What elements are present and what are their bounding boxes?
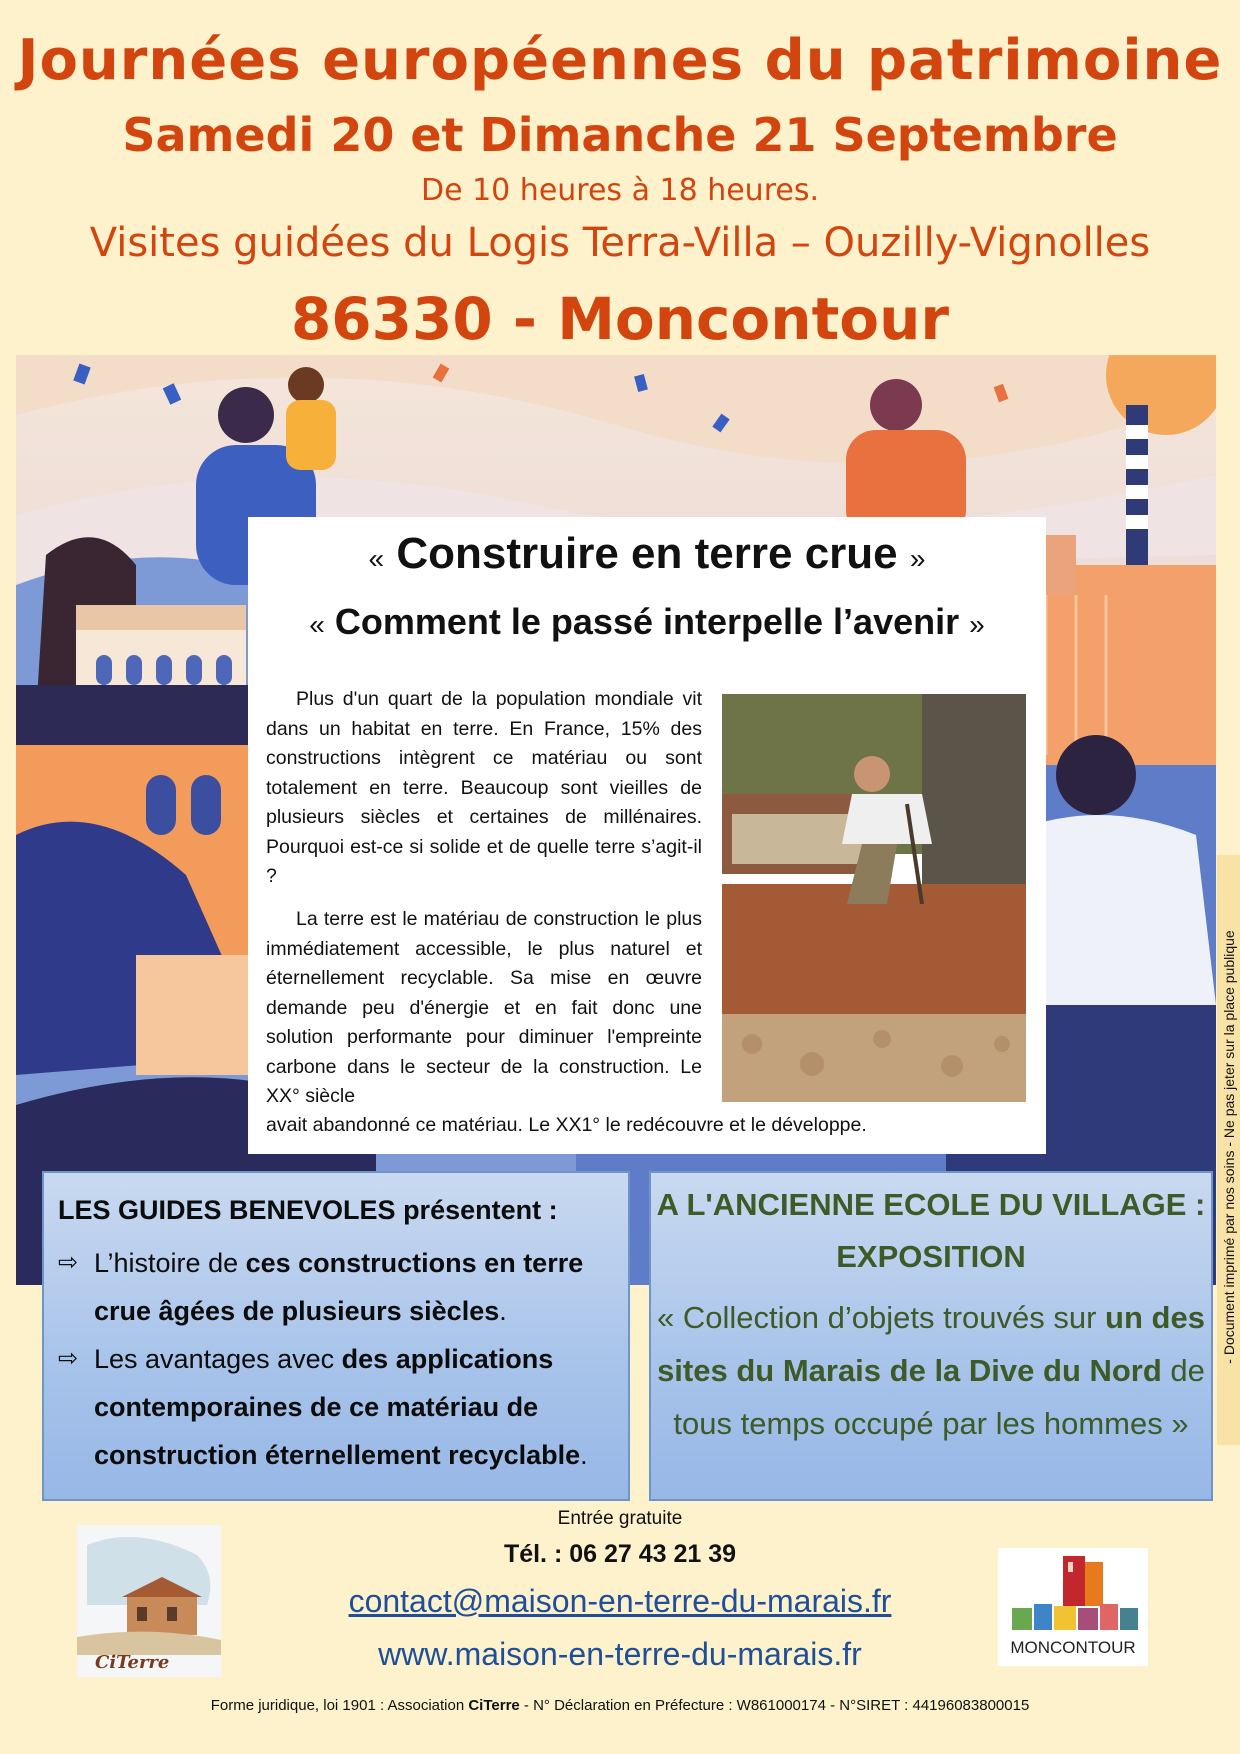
citerre-logo bbox=[77, 1525, 221, 1677]
print-notice: - Document imprimé par nos soins - Ne pas jeter sur la place publique bbox=[1217, 855, 1240, 1445]
exposition-title: EXPOSITION bbox=[836, 1239, 1026, 1274]
phone-number: Tél. : 06 27 43 21 39 bbox=[503, 1540, 737, 1568]
email-link[interactable]: contact@maison-en-terre-du-marais.fr bbox=[348, 1583, 892, 1619]
card-paragraph-2-end: avait abandonné ce matériau. Le XX1° le redécouvre et le développe. bbox=[266, 1114, 867, 1136]
entry-info: Entrée gratuite bbox=[557, 1508, 683, 1529]
guides-box: LES GUIDES BENEVOLES présentent : ⇨ L’histoire de ces constructions en terre crue âgées de plusieurs siècles. ⇨ Les avantages avec des applications contemporaines de ce matériau de construction éternellement recyclable. bbox=[42, 1171, 630, 1501]
event-hours: De 10 heures à 18 heures. bbox=[421, 173, 819, 208]
arrow-right-icon: ⇨ bbox=[58, 1249, 79, 1276]
event-dates: Samedi 20 et Dimanche 21 Septembre bbox=[122, 108, 1118, 162]
card-subtitle: « Comment le passé interpelle l’avenir » bbox=[309, 601, 985, 642]
website-link[interactable]: www.maison-en-terre-du-marais.fr bbox=[378, 1636, 862, 1672]
exposition-box bbox=[649, 1171, 1213, 1501]
event-title: Journées européennes du patrimoine bbox=[17, 28, 1223, 93]
citerre-logo-text: CiTerre bbox=[95, 1652, 170, 1673]
arrow-right-icon: ⇨ bbox=[58, 1345, 79, 1372]
event-visits: Visites guidées du Logis Terra-Villa – Ouzilly-Vignolles bbox=[89, 220, 1151, 266]
info-card bbox=[248, 517, 1046, 1154]
moncontour-logo-text: MONCONTOUR bbox=[1010, 1638, 1136, 1657]
card-paragraph-1: Plus d'un quart de la population mondiale vit dans un habitat en terre. En France, 15% des constructions intègrent ce matériau ou sont totalement en terre. Beaucoup sont vieilles de plusieurs siècles et certaines de millénaires. Pourquoi est-ce si solide et de quelle terre s’agit-il ? bbox=[266, 688, 702, 887]
legal-notice: Forme juridique, loi 1901 : Association CiTerre - N° Déclaration en Préfecture : W861000174 - N°SIRET : 44196083800015 bbox=[210, 1697, 1030, 1714]
card-paragraph-2: La terre est le matériau de construction le plus immédiatement accessible, le plus naturel et éternellement recyclable. Sa mise en œuvre demande peu d'énergie et en fait donc une solution performante pour diminuer l'empreinte carbone dans le secteur de la construction. Le XX° siècle bbox=[266, 908, 702, 1107]
exposition-description: « Collection d’objets trouvés sur un des sites du Marais de la Dive du Nord de tous temps occupé par les hommes » bbox=[657, 1300, 1205, 1441]
earth-construction-photo bbox=[722, 694, 1026, 1102]
card-title: « Construire en terre crue » bbox=[368, 529, 926, 578]
exposition-location: A L'ANCIENNE ECOLE DU VILLAGE : bbox=[656, 1187, 1206, 1222]
moncontour-logo bbox=[998, 1548, 1148, 1666]
guides-title: LES GUIDES BENEVOLES présentent : bbox=[58, 1195, 558, 1225]
event-place: 86330 - Moncontour bbox=[290, 285, 950, 353]
